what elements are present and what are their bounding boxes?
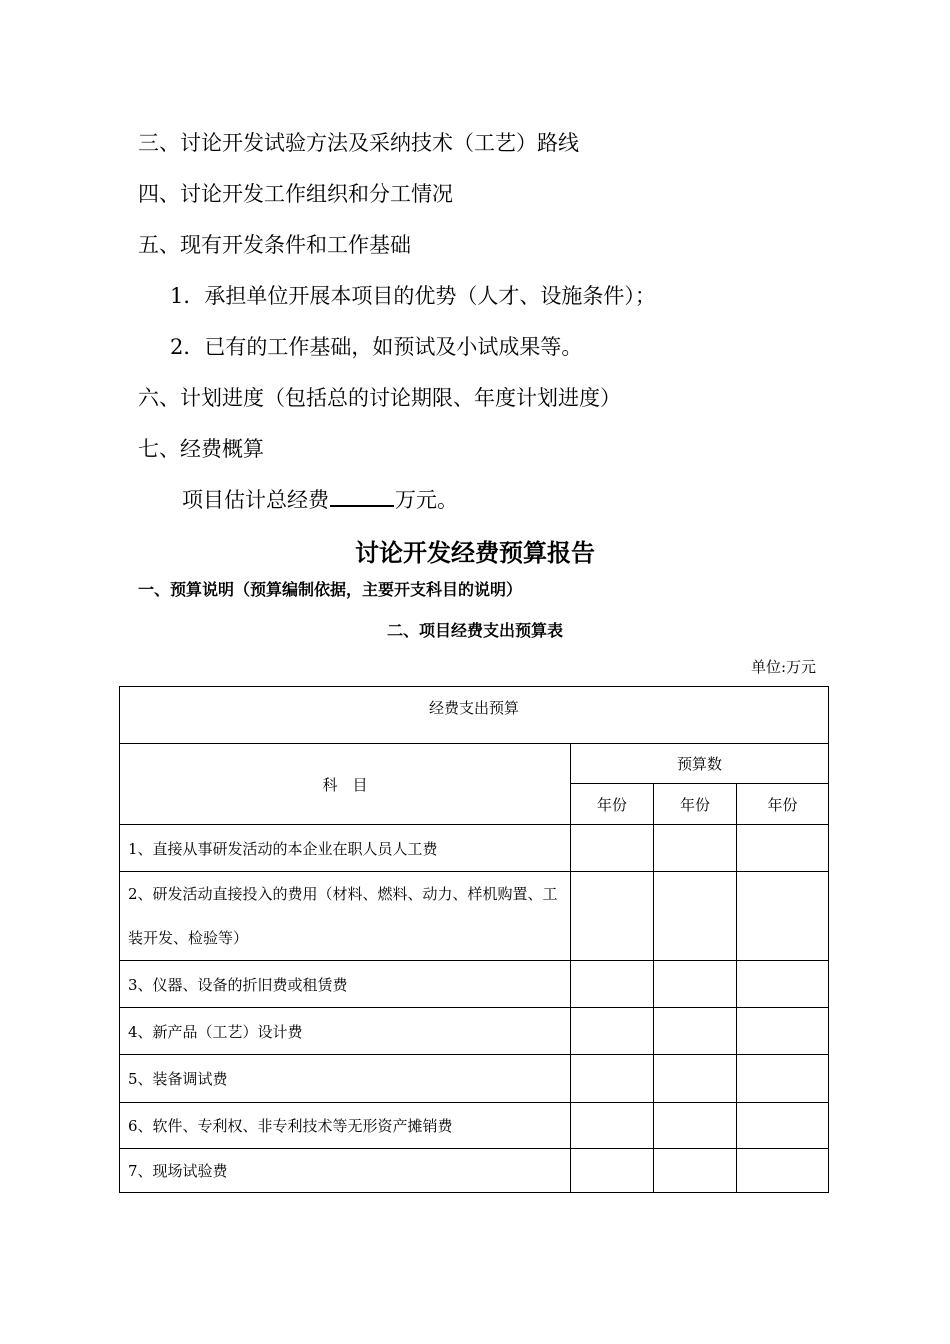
year-cell[interactable] [654, 1103, 737, 1149]
budget-estimate-line [182, 484, 458, 514]
row-subject: 7、现场试验费 [120, 1149, 571, 1193]
row-subject: 5、装备调试费 [120, 1055, 571, 1103]
year-cell[interactable] [571, 825, 654, 872]
unit-label: 单位:万元 [750, 658, 816, 676]
outline-item-6: 六、计划进度（包括总的讨论期限、年度计划进度） [138, 386, 621, 410]
table-row [120, 825, 829, 872]
year-cell[interactable] [571, 1055, 654, 1103]
sub-item-2: 2．已有的工作基础，如预试及小试成果等。 [170, 335, 583, 359]
year-cell[interactable] [737, 1008, 829, 1055]
outline-item-5: 五、现有开发条件和工作基础 [138, 233, 411, 257]
year-cell[interactable] [654, 872, 737, 961]
year-cell[interactable] [654, 1008, 737, 1055]
year-header-3: 年份 [737, 784, 829, 825]
table-row [120, 1149, 829, 1193]
row-subject: 2、研发活动直接投入的费用（材料、燃料、动力、样机购置、工装开发、检验等） [120, 872, 571, 961]
outline-item-3: 三、讨论开发试验方法及采纳技术（工艺）路线 [138, 131, 579, 155]
year-cell[interactable] [737, 1149, 829, 1193]
budget-estimate-prefix: 项目估计总经费 [182, 488, 329, 512]
row-subject: 1、直接从事研发活动的本企业在职人员人工费 [120, 825, 571, 872]
year-cell[interactable] [654, 825, 737, 872]
subject-header: 科 目 [120, 744, 571, 825]
budget-table [119, 686, 829, 1193]
year-header-2: 年份 [654, 784, 737, 825]
outline-item-7: 七、经费概算 [138, 437, 264, 461]
table-row [120, 1055, 829, 1103]
report-title: 讨论开发经费预算报告 [355, 538, 595, 567]
year-cell[interactable] [654, 1055, 737, 1103]
year-header-1: 年份 [571, 784, 654, 825]
year-cell[interactable] [571, 1008, 654, 1055]
outline-item-4: 四、讨论开发工作组织和分工情况 [138, 182, 453, 206]
row-subject: 6、软件、专利权、非专利技术等无形资产摊销费 [120, 1103, 571, 1149]
section-two-heading: 二、项目经费支出预算表 [386, 621, 563, 640]
budget-blank[interactable] [330, 504, 394, 507]
year-cell[interactable] [737, 872, 829, 961]
year-cell[interactable] [571, 961, 654, 1008]
year-cell[interactable] [571, 872, 654, 961]
table-row [120, 1103, 829, 1149]
table-row [120, 872, 829, 961]
row-subject: 3、仪器、设备的折旧费或租赁费 [120, 961, 571, 1008]
table-row [120, 961, 829, 1008]
year-cell[interactable] [737, 825, 829, 872]
year-cell[interactable] [571, 1103, 654, 1149]
sub-item-1: 1．承担单位开展本项目的优势（人才、设施条件）； [170, 284, 656, 308]
budget-estimate-suffix: 万元。 [395, 488, 458, 512]
table-header: 经费支出预算 [120, 687, 829, 744]
section-one-heading: 一、预算说明（预算编制依据，主要开支科目的说明） [138, 580, 523, 599]
year-cell[interactable] [654, 961, 737, 1008]
year-cell[interactable] [737, 1055, 829, 1103]
year-cell[interactable] [737, 1103, 829, 1149]
year-cell[interactable] [654, 1149, 737, 1193]
row-subject: 4、新产品（工艺）设计费 [120, 1008, 571, 1055]
year-cell[interactable] [571, 1149, 654, 1193]
table-row [120, 1008, 829, 1055]
budget-amount-header: 预算数 [571, 744, 829, 784]
year-cell[interactable] [737, 961, 829, 1008]
